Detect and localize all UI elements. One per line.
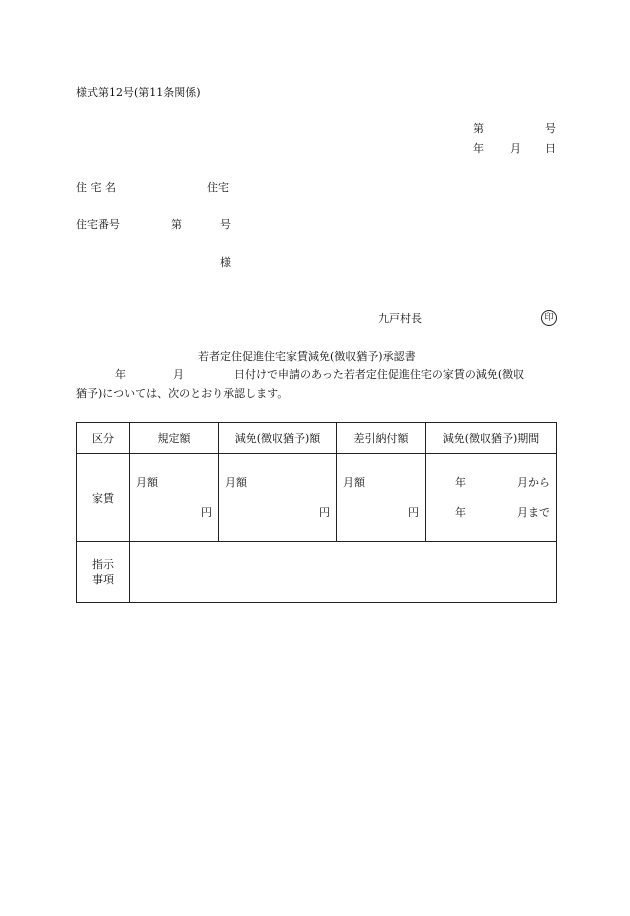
reduction-period-cell [426,454,557,542]
header-prescribed-amount: 規定額 [130,423,219,454]
period-to-month: 月まで [517,506,550,519]
header-reduction-period: 減免(徴収猶予)期間 [426,423,557,454]
header-category: 区分 [77,423,130,454]
monthly-label: 月額 [136,476,158,489]
header-reduction-amount: 減免(徴収猶予)額 [219,423,337,454]
document-title: 若者定住促進住宅家賃減免(徴収猶予)承認書 [198,350,416,363]
approval-table [76,422,557,603]
table-header-row [77,423,557,454]
net-payment-cell [337,454,426,542]
body-line2: 猶予)については、次のとおり承認します。 [76,387,289,400]
housing-name-label: 住 宅 名 [76,181,116,194]
rent-label: 家賃 [77,454,130,542]
form-number: 様式第12号(第11条関係) [76,86,201,99]
body-year: 年 [115,368,126,381]
addressee-suffix: 様 [220,256,231,269]
instructions-label [77,542,130,603]
monthly-label: 月額 [343,476,365,489]
header-net-payment: 差引納付額 [337,423,426,454]
instructions-label-line2: 事項 [92,573,114,586]
yen-label: 円 [319,506,330,519]
seal-mark: 印 [541,310,557,326]
prescribed-amount-cell [130,454,219,542]
instructions-content [130,542,557,603]
monthly-label: 月額 [225,476,247,489]
period-to-year: 年 [455,506,466,519]
issuer-title: 九戸村長 [378,312,422,325]
reduction-amount-cell [219,454,337,542]
body-month: 月 [173,368,184,381]
date-day: 日 [545,142,556,155]
instructions-label-line1: 指示 [92,558,114,571]
date-month: 月 [510,142,521,155]
doc-number-dai: 第 [473,122,484,135]
date-year: 年 [473,142,484,155]
yen-label: 円 [408,506,419,519]
period-from-month: 月から [517,476,550,489]
period-from-year: 年 [455,476,466,489]
yen-label: 円 [201,506,212,519]
rent-row [77,454,557,542]
body-line1: 日付けで申請のあった若者定住促進住宅の家賃の減免(徴収 [234,368,525,381]
housing-number-go: 号 [220,218,231,231]
housing-name-value: 住宅 [207,181,229,194]
housing-number-label: 住宅番号 [76,218,120,231]
instructions-row [77,542,557,603]
housing-number-dai: 第 [171,218,182,231]
doc-number-go: 号 [545,122,556,135]
